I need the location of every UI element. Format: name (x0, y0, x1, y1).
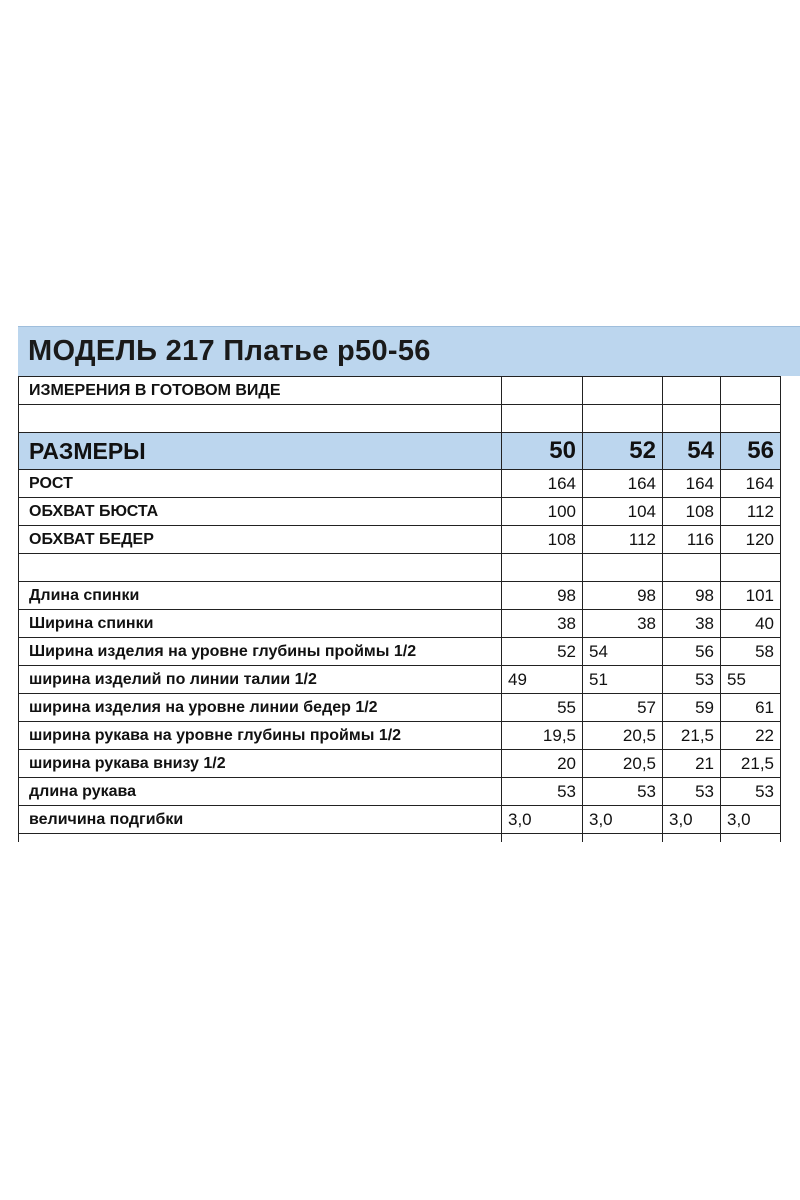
cell-value: 21,5 (663, 722, 721, 750)
table-row (19, 778, 781, 806)
cell-value: 112 (583, 526, 663, 554)
table-row (19, 666, 781, 694)
table-row (19, 470, 781, 498)
table-row-sizes (19, 433, 781, 470)
cell-value: 49 (502, 666, 583, 694)
measure-header-label: ИЗМЕРЕНИЯ В ГОТОВОМ ВИДЕ (19, 377, 502, 405)
cell-value: 22 (721, 722, 781, 750)
cell-value: 100 (502, 498, 583, 526)
row-label: ширина рукава на уровне глубины проймы 1/2 (19, 722, 502, 750)
cell-value: 53 (583, 778, 663, 806)
table-row-empty (19, 405, 781, 433)
cell-value: 164 (721, 470, 781, 498)
row-label: Длина спинки (19, 582, 502, 610)
cell-value: 57 (583, 694, 663, 722)
cell-value: 51 (583, 666, 663, 694)
cell-value: 53 (721, 778, 781, 806)
cell-value: 53 (663, 666, 721, 694)
size-header: 54 (663, 433, 721, 470)
table-row (19, 806, 781, 834)
sizes-label: РАЗМЕРЫ (19, 433, 502, 470)
table-row (19, 582, 781, 610)
cell-value: 61 (721, 694, 781, 722)
cell-value: 53 (502, 778, 583, 806)
size-chart-sheet (18, 326, 800, 842)
row-label: ОБХВАТ БЮСТА (19, 498, 502, 526)
cell-value: 20,5 (583, 722, 663, 750)
table-row (19, 694, 781, 722)
cell-value: 19,5 (502, 722, 583, 750)
cell-value: 101 (721, 582, 781, 610)
table-row (19, 498, 781, 526)
cell-value: 164 (663, 470, 721, 498)
table-row (19, 638, 781, 666)
row-label: ширина изделий по линии талии 1/2 (19, 666, 502, 694)
table-row-tail (19, 834, 781, 843)
cell-value: 21,5 (721, 750, 781, 778)
cell-value: 98 (583, 582, 663, 610)
size-header: 50 (502, 433, 583, 470)
cell-value: 38 (502, 610, 583, 638)
row-label: ширина рукава внизу 1/2 (19, 750, 502, 778)
cell-value: 164 (583, 470, 663, 498)
row-label: длина рукава (19, 778, 502, 806)
cell-value: 20,5 (583, 750, 663, 778)
cell-value: 108 (663, 498, 721, 526)
cell-value: 112 (721, 498, 781, 526)
size-table (18, 376, 781, 842)
row-label: величина подгибки (19, 806, 502, 834)
cell-value: 21 (663, 750, 721, 778)
table-row-measure-header (19, 377, 781, 405)
cell-value: 55 (502, 694, 583, 722)
table-row (19, 722, 781, 750)
table-row (19, 610, 781, 638)
title-bar (18, 326, 800, 376)
cell-value: 164 (502, 470, 583, 498)
row-label: Ширина изделия на уровне глубины проймы 1/2 (19, 638, 502, 666)
cell-value: 38 (663, 610, 721, 638)
cell-value: 53 (663, 778, 721, 806)
size-header: 52 (583, 433, 663, 470)
table-row (19, 526, 781, 554)
cell-value: 56 (663, 638, 721, 666)
cell-value: 3,0 (721, 806, 781, 834)
row-label: ОБХВАТ БЕДЕР (19, 526, 502, 554)
cell-value: 3,0 (583, 806, 663, 834)
cell-value: 40 (721, 610, 781, 638)
cell-value: 116 (663, 526, 721, 554)
cell-value: 58 (721, 638, 781, 666)
cell-value: 3,0 (502, 806, 583, 834)
cell-value: 38 (583, 610, 663, 638)
row-label: ширина изделия на уровне линии бедер 1/2 (19, 694, 502, 722)
cell-value: 52 (502, 638, 583, 666)
row-label: РОСТ (19, 470, 502, 498)
size-header: 56 (721, 433, 781, 470)
cell-value: 108 (502, 526, 583, 554)
table-row (19, 750, 781, 778)
cell-value: 104 (583, 498, 663, 526)
row-label: Ширина спинки (19, 610, 502, 638)
table-row-empty (19, 554, 781, 582)
cell-value: 20 (502, 750, 583, 778)
cell-value: 55 (721, 666, 781, 694)
model-title: МОДЕЛЬ 217 Платье р50-56 (28, 335, 431, 367)
cell-value: 98 (502, 582, 583, 610)
cell-value: 54 (583, 638, 663, 666)
cell-value: 3,0 (663, 806, 721, 834)
cell-value: 98 (663, 582, 721, 610)
cell-value: 120 (721, 526, 781, 554)
cell-value: 59 (663, 694, 721, 722)
